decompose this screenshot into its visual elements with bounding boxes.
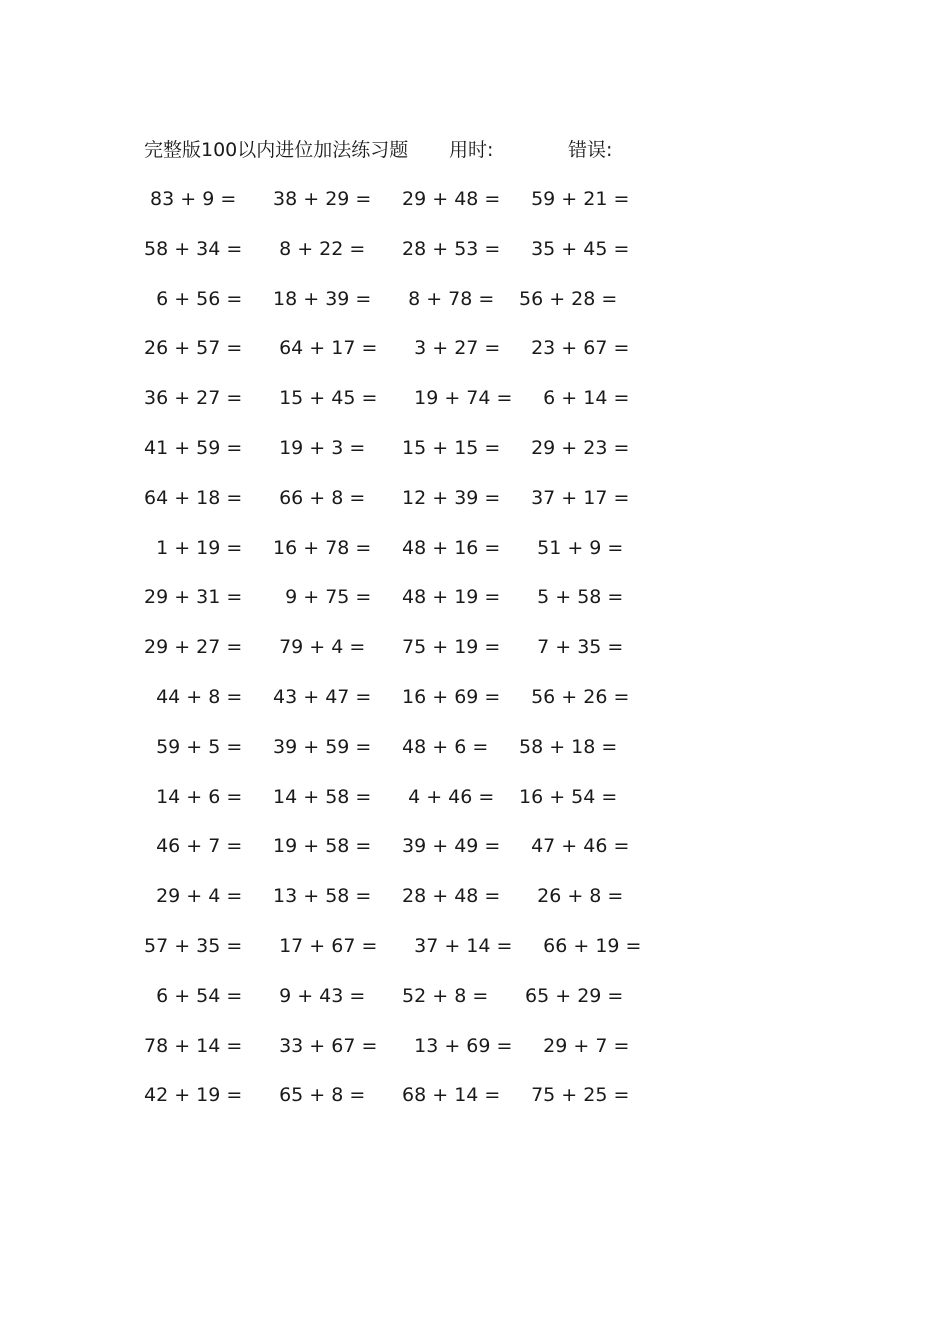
addition-problem: 33 + 67 = xyxy=(267,1034,378,1057)
addition-problem: 26 + 8 = xyxy=(519,885,624,908)
addition-problem: 39 + 49 = xyxy=(396,835,501,858)
problem-row xyxy=(0,186,950,236)
problem-row xyxy=(0,883,950,933)
addition-problem: 78 + 14 = xyxy=(144,1034,243,1057)
problem-grid xyxy=(0,186,950,1132)
addition-problem: 36 + 27 = xyxy=(144,387,243,410)
addition-problem: 19 + 74 = xyxy=(396,387,513,410)
problem-row xyxy=(0,335,950,385)
addition-problem: 43 + 47 = xyxy=(267,685,372,708)
addition-problem: 7 + 35 = xyxy=(519,636,624,659)
worksheet-header xyxy=(144,137,664,163)
addition-problem: 79 + 4 = xyxy=(267,636,366,659)
addition-problem: 65 + 29 = xyxy=(519,984,624,1007)
addition-problem: 29 + 23 = xyxy=(519,436,630,459)
problem-row xyxy=(0,1082,950,1132)
problem-row xyxy=(0,684,950,734)
addition-problem: 9 + 43 = xyxy=(267,984,366,1007)
addition-problem: 28 + 48 = xyxy=(396,885,501,908)
addition-problem: 48 + 16 = xyxy=(396,536,501,559)
addition-problem: 29 + 4 = xyxy=(144,885,243,908)
addition-problem: 75 + 25 = xyxy=(519,1084,630,1107)
addition-problem: 29 + 27 = xyxy=(144,636,243,659)
addition-problem: 6 + 14 = xyxy=(519,387,630,410)
problem-row xyxy=(0,385,950,435)
addition-problem: 83 + 9 = xyxy=(144,188,237,210)
addition-problem: 3 + 27 = xyxy=(396,337,501,360)
time-label: 用时: xyxy=(449,139,494,161)
addition-problem: 64 + 18 = xyxy=(144,486,243,509)
problem-row xyxy=(0,236,950,286)
addition-problem: 13 + 58 = xyxy=(267,885,372,908)
problem-row xyxy=(0,535,950,585)
addition-problem: 19 + 3 = xyxy=(267,436,366,459)
addition-problem: 28 + 53 = xyxy=(396,237,501,260)
problem-row xyxy=(0,933,950,983)
addition-problem: 14 + 6 = xyxy=(144,785,243,808)
addition-problem: 58 + 18 = xyxy=(519,735,618,758)
addition-problem: 26 + 57 = xyxy=(144,337,243,360)
addition-problem: 14 + 58 = xyxy=(267,785,372,808)
problem-row xyxy=(0,734,950,784)
worksheet-title: 完整版100以内进位加法练习题 xyxy=(144,139,409,161)
addition-problem: 5 + 58 = xyxy=(519,586,624,609)
addition-problem: 1 + 19 = xyxy=(144,536,243,559)
addition-problem: 38 + 29 = xyxy=(267,188,372,210)
addition-problem: 39 + 59 = xyxy=(267,735,372,758)
addition-problem: 37 + 14 = xyxy=(396,934,513,957)
addition-problem: 56 + 26 = xyxy=(519,685,630,708)
addition-problem: 66 + 19 = xyxy=(519,934,642,957)
addition-problem: 66 + 8 = xyxy=(267,486,366,509)
addition-problem: 51 + 9 = xyxy=(519,536,624,559)
addition-problem: 16 + 69 = xyxy=(396,685,501,708)
addition-problem: 52 + 8 = xyxy=(396,984,489,1007)
addition-problem: 65 + 8 = xyxy=(267,1084,366,1107)
problem-row xyxy=(0,435,950,485)
problem-row xyxy=(0,485,950,535)
addition-problem: 58 + 34 = xyxy=(144,237,243,260)
addition-problem: 13 + 69 = xyxy=(396,1034,513,1057)
problem-row xyxy=(0,784,950,834)
problem-row xyxy=(0,634,950,684)
addition-problem: 29 + 7 = xyxy=(519,1034,630,1057)
addition-problem: 68 + 14 = xyxy=(396,1084,501,1107)
addition-problem: 29 + 48 = xyxy=(396,188,501,210)
addition-problem: 47 + 46 = xyxy=(519,835,630,858)
addition-problem: 59 + 5 = xyxy=(144,735,243,758)
problem-row xyxy=(0,833,950,883)
addition-problem: 75 + 19 = xyxy=(396,636,501,659)
addition-problem: 56 + 28 = xyxy=(519,287,618,310)
addition-problem: 18 + 39 = xyxy=(267,287,372,310)
addition-problem: 37 + 17 = xyxy=(519,486,630,509)
problem-row xyxy=(0,584,950,634)
problem-row xyxy=(0,286,950,336)
addition-problem: 59 + 21 = xyxy=(519,188,630,210)
addition-problem: 19 + 58 = xyxy=(267,835,372,858)
addition-problem: 29 + 31 = xyxy=(144,586,243,609)
addition-problem: 35 + 45 = xyxy=(519,237,630,260)
addition-problem: 8 + 22 = xyxy=(267,237,366,260)
addition-problem: 4 + 46 = xyxy=(396,785,495,808)
addition-problem: 57 + 35 = xyxy=(144,934,243,957)
errors-label: 错误: xyxy=(568,139,613,161)
addition-problem: 17 + 67 = xyxy=(267,934,378,957)
problem-row xyxy=(0,983,950,1033)
addition-problem: 16 + 54 = xyxy=(519,785,618,808)
addition-problem: 6 + 56 = xyxy=(144,287,243,310)
addition-problem: 15 + 15 = xyxy=(396,436,501,459)
addition-problem: 16 + 78 = xyxy=(267,536,372,559)
addition-problem: 64 + 17 = xyxy=(267,337,378,360)
addition-problem: 48 + 19 = xyxy=(396,586,501,609)
addition-problem: 6 + 54 = xyxy=(144,984,243,1007)
addition-problem: 15 + 45 = xyxy=(267,387,378,410)
addition-problem: 12 + 39 = xyxy=(396,486,501,509)
addition-problem: 9 + 75 = xyxy=(267,586,372,609)
addition-problem: 48 + 6 = xyxy=(396,735,489,758)
addition-problem: 46 + 7 = xyxy=(144,835,243,858)
addition-problem: 23 + 67 = xyxy=(519,337,630,360)
addition-problem: 8 + 78 = xyxy=(396,287,495,310)
addition-problem: 41 + 59 = xyxy=(144,436,243,459)
addition-problem: 42 + 19 = xyxy=(144,1084,243,1107)
problem-row xyxy=(0,1033,950,1083)
addition-problem: 44 + 8 = xyxy=(144,685,243,708)
